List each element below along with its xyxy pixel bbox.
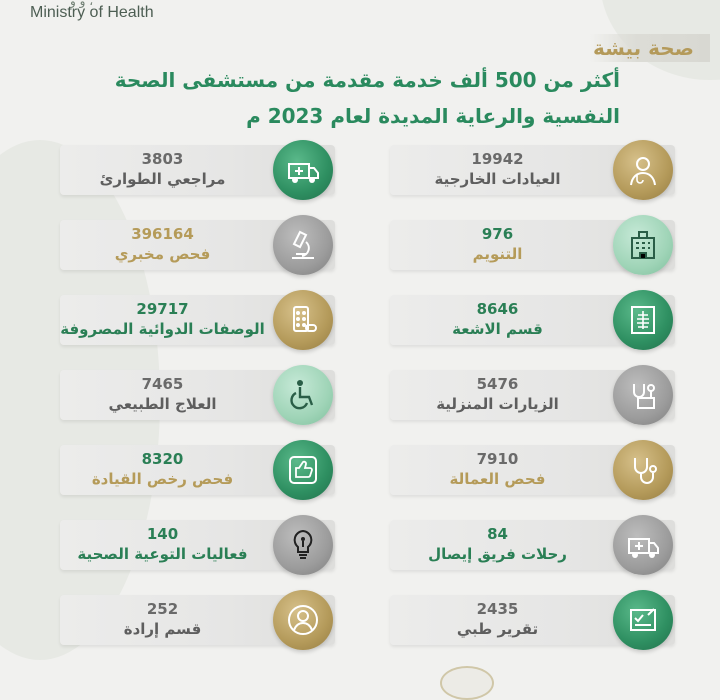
- stat-value: 7910: [476, 450, 519, 468]
- stat-value: 140: [146, 525, 179, 543]
- stat-card-erada: [60, 595, 335, 645]
- stat-value: 3803: [141, 150, 184, 168]
- ministry-name: Ministry of Health: [30, 4, 154, 21]
- stat-label: قسم الاشعة: [452, 320, 543, 338]
- thumbs-up-icon: [273, 440, 333, 500]
- stat-card-lab: [60, 220, 335, 270]
- wheelchair-icon: [273, 365, 333, 425]
- hospital-building-icon: [613, 215, 673, 275]
- region-banner: صحة بيشة: [590, 34, 710, 62]
- person-icon: [273, 590, 333, 650]
- stat-label: الزيارات المنزلية: [436, 395, 559, 413]
- stat-label: تقرير طبي: [456, 620, 539, 638]
- stat-card-outpatient: [390, 145, 675, 195]
- pills-icon: [273, 290, 333, 350]
- stat-card-physio: [60, 370, 335, 420]
- stat-value: 7465: [141, 375, 184, 393]
- stat-value: 84: [487, 525, 508, 543]
- headline-line-2: النفسية والرعاية المديدة لعام 2023 م: [246, 104, 620, 128]
- stethoscope-icon: [613, 440, 673, 500]
- stat-value: 5476: [476, 375, 519, 393]
- stat-value: 396164: [131, 225, 194, 243]
- stat-value: 976: [481, 225, 514, 243]
- stat-label: الوصفات الدوائية المصروفة: [60, 320, 265, 338]
- home-visit-icon: [613, 365, 673, 425]
- stat-label: قسم إرادة: [123, 620, 202, 638]
- stat-card-awareness: [60, 520, 335, 570]
- stat-value: 19942: [471, 150, 524, 168]
- medical-report-icon: [613, 590, 673, 650]
- headline-line-1: أكثر من 500 ألف خدمة مقدمة من مستشفى الصحة: [114, 68, 620, 92]
- stat-label: العيادات الخارجية: [434, 170, 561, 188]
- stat-card-driving-license: [60, 445, 335, 495]
- stat-value: 29717: [136, 300, 189, 318]
- ambulance-icon: [613, 515, 673, 575]
- stat-label: رحلات فريق إيصال: [428, 545, 567, 563]
- doctor-icon: [613, 140, 673, 200]
- stat-card-labor-exam: [390, 445, 675, 495]
- stat-card-prescriptions: [60, 295, 335, 345]
- stat-card-home-visits: [390, 370, 675, 420]
- stat-value: 2435: [476, 600, 519, 618]
- decorative-circle: [440, 666, 494, 700]
- xray-icon: [613, 290, 673, 350]
- awareness-icon: [273, 515, 333, 575]
- stat-label: فحص رخص القيادة: [91, 470, 234, 488]
- stat-value: 8646: [476, 300, 519, 318]
- stat-card-isal-trips: [390, 520, 675, 570]
- stat-card-emergency: [60, 145, 335, 195]
- stat-label: فعاليات التوعية الصحية: [77, 545, 248, 563]
- stat-card-medical-report: [390, 595, 675, 645]
- ministry-logo: [30, 0, 200, 26]
- stat-card-radiology: [390, 295, 675, 345]
- ambulance-icon: [273, 140, 333, 200]
- stat-value: 8320: [141, 450, 184, 468]
- stat-label: العلاج الطبيعي: [108, 395, 217, 413]
- ministry-mark: و و ،: [70, 0, 94, 8]
- stat-label: فحص مخبري: [114, 245, 211, 263]
- stat-label: مراجعي الطوارئ: [99, 170, 226, 188]
- stat-value: 252: [146, 600, 179, 618]
- stat-card-inpatient: [390, 220, 675, 270]
- microscope-icon: [273, 215, 333, 275]
- stat-label: فحص العمالة: [449, 470, 546, 488]
- stat-label: التنويم: [472, 245, 523, 263]
